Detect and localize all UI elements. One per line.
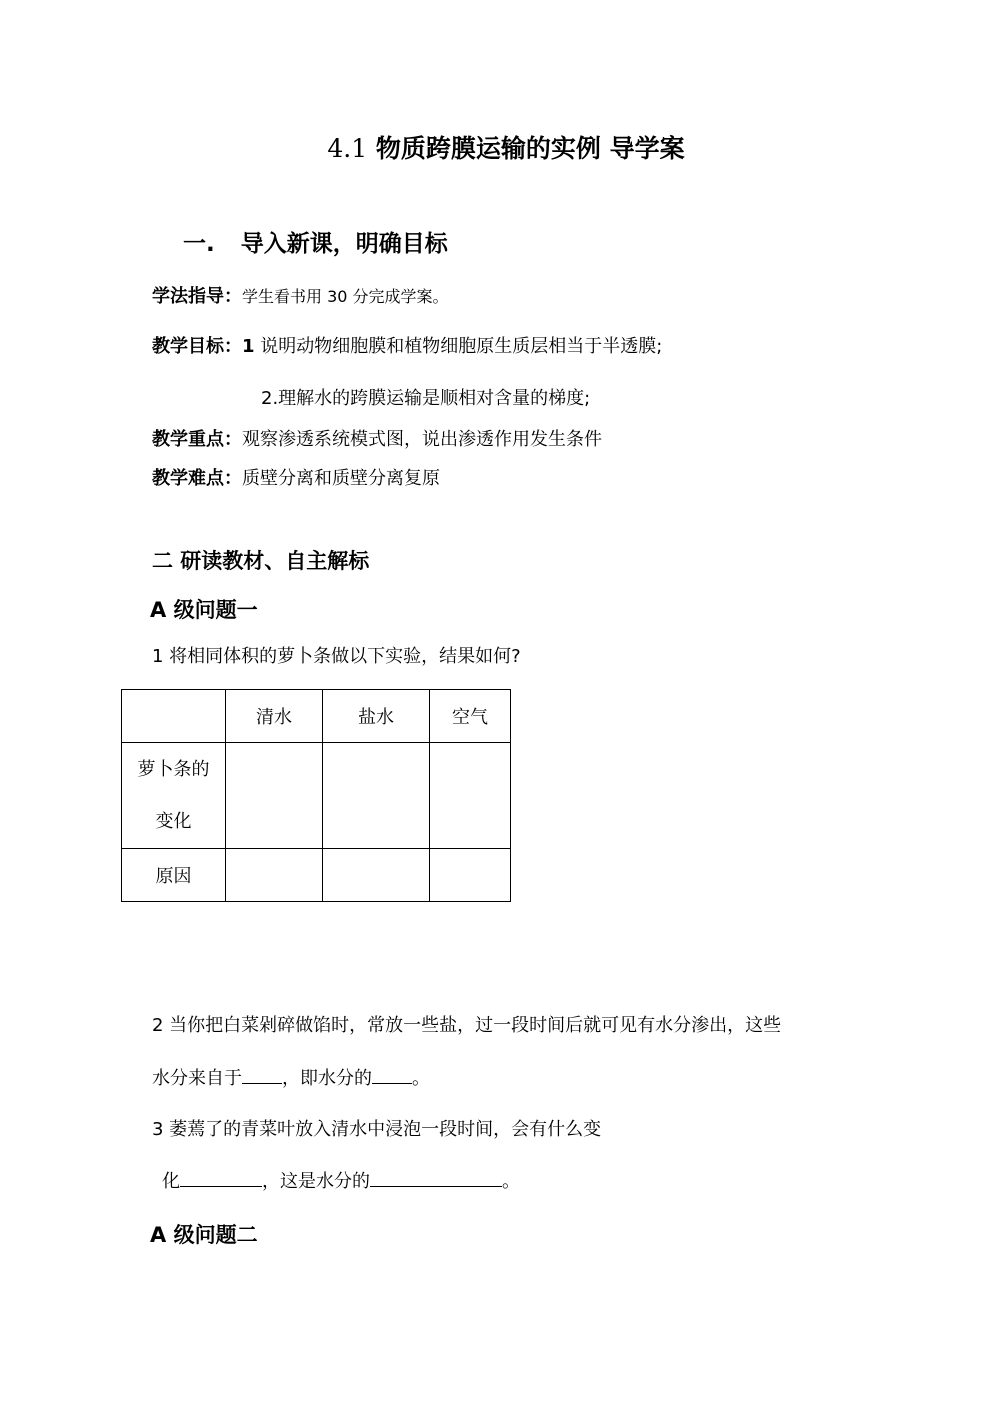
table-cell-empty[interactable] [323,849,430,902]
section1-heading [183,225,448,258]
answer-blank[interactable] [242,1066,282,1084]
page-title [0,129,1000,165]
key-points-text: 观察渗透系统模式图，说出渗透作用发生条件 [242,429,602,450]
row-label-line1: 萝卜条的 [137,758,210,780]
table-header-cell: 清水 [226,690,323,743]
q3-text-part3: 。 [502,1171,520,1192]
difficulties-text: 质壁分离和质壁分离复原 [242,468,440,489]
table-header-cell [122,690,226,743]
experiment-table [121,689,511,902]
table-cell-empty[interactable] [430,743,511,849]
section2-heading: 二 研读教材、自主解标 [152,549,370,573]
difficulties-line [152,464,440,490]
answer-blank[interactable] [180,1169,262,1187]
table-header-row [122,690,511,743]
section1-heading-number: 一. [183,231,215,257]
levelA1-heading: A 级问题一 [150,598,258,622]
q2-text-part2: ，即水分的 [282,1068,372,1089]
key-points-label: 教学重点： [152,429,242,450]
guidance-line [152,282,449,308]
table-header-cell: 空气 [430,690,511,743]
q2-text-part1: 水分来自于 [152,1068,242,1089]
goals-label: 教学目标： [152,336,242,357]
goals-item1-number: 1 [242,336,255,357]
q2-text-part3: 。 [412,1068,430,1089]
table-row [122,743,511,849]
question-3-line2 [162,1167,520,1193]
title-number: 4.1 [327,134,368,163]
table-cell-empty[interactable] [323,743,430,849]
table-cell-empty[interactable] [430,849,511,902]
table-cell-empty[interactable] [226,743,323,849]
answer-blank[interactable] [372,1066,412,1084]
table-cell-empty[interactable] [226,849,323,902]
title-text: 物质跨膜运输的实例 导学案 [375,134,685,163]
question-1: 1 将相同体积的萝卜条做以下实验，结果如何? [152,646,521,667]
row-label-line2: 变化 [155,810,192,832]
question-3-line1: 3 萎蔫了的青菜叶放入清水中浸泡一段时间，会有什么变 [152,1119,602,1140]
table-header-cell: 盐水 [323,690,430,743]
q3-text-part1: 化 [162,1171,180,1192]
guidance-label: 学法指导： [152,286,242,307]
section1-heading-text: 导入新课，明确目标 [240,231,448,257]
guidance-text: 学生看书用 30 分完成学案。 [242,287,449,306]
table-row [122,849,511,902]
difficulties-label: 教学难点： [152,468,242,489]
goals-item2: 2.理解水的跨膜运输是顺相对含量的梯度; [261,388,591,409]
question-2-line1: 2 当你把白菜剁碎做馅时，常放一些盐，过一段时间后就可见有水分渗出，这些 [152,1015,782,1036]
question-2-line2 [152,1064,430,1090]
table-row-label: 原因 [122,849,226,902]
q3-text-part2: ，这是水分的 [262,1171,370,1192]
levelA2-heading: A 级问题二 [150,1223,258,1247]
table-row-label [122,743,226,849]
goals-item1-text: 说明动物细胞膜和植物细胞原生质层相当于半透膜; [260,336,663,357]
key-points-line [152,425,602,451]
goals-line [152,332,662,358]
answer-blank[interactable] [370,1169,502,1187]
